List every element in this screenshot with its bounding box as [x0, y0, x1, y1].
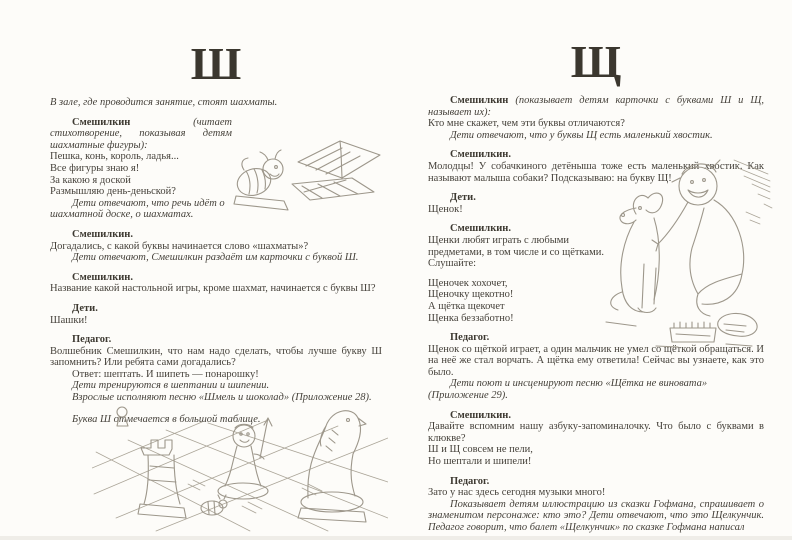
stage-direction-children-answer: Дети отвечают, что у буквы Щ есть маленький хвостик. — [450, 129, 713, 141]
chessboard-pieces-illustration — [92, 396, 388, 532]
dialogue-text: Зато у нас здесь сегодня музыки много! — [428, 487, 606, 499]
stage-direction-closing: Показывает детям иллюстрацию из сказки Гофмана, спрашивает о знаменитом персонаже: кто это? Дети отвечают, что это Щелкунчик. Педагог говорит, что балет «Щелкунчик» по сказке Гофмана написал — [428, 498, 764, 533]
bee-with-chessbook-illustration — [226, 122, 386, 218]
stage-direction-table: Буква Ш отмечается в большой таблице. — [72, 413, 261, 425]
speaker-name: Смешилкин. — [450, 149, 511, 161]
dialogue-text: Кто мне скажет, чем эти буквы отличаются? — [428, 118, 625, 130]
speaker-name: Смешилкин. — [72, 271, 133, 283]
speaker-name: Смешилкин — [72, 116, 131, 128]
speaker-name: Смешилкин. — [450, 409, 511, 421]
right-page — [428, 0, 764, 534]
stage-direction-intro: В зале, где проводится занятие, стоят шахматы. — [50, 97, 278, 108]
stage-note: (показывает детям карточки с буквами Ш и Щ, называет их): — [428, 95, 764, 118]
stage-direction-practice: Дети тренируются в шептании и шипении. — [72, 380, 270, 392]
stage-direction-song: Дети поют и инсценируют песню «Щётка не виновата» (Приложение 29). — [428, 378, 708, 402]
narrow-text-column — [428, 192, 606, 324]
poem-line: За какою я доской — [50, 174, 131, 186]
dialogue-text: Молодцы! У собачкиного детёныша тоже есть маленький хвостик. Как называют малыша собаки? Подсказываю: на букву Щ! — [428, 160, 764, 184]
stage-note: (читает стихотворение, показывая детям шахматные фигуры): — [50, 116, 232, 151]
dialogue-text: Щенки любят играть с любыми предметами, в том числе и со щётками. Слушайте: — [428, 234, 604, 270]
dialogue-text: Догадались, с какой буквы начинается слово «шахматы»? — [50, 240, 309, 252]
stage-direction-cards: Дети отвечают, Смешилкин раздаёт им карточки с буквой Ш. — [72, 252, 359, 264]
dialogue-answer: Ответ: шептать. И шипеть — понарошку! — [72, 368, 259, 380]
speaker-name: Дети. — [72, 302, 98, 314]
left-page-letter-heading: Ш — [190, 38, 242, 89]
poem-line: Все фигуры знаю я! — [50, 162, 140, 174]
poem-line: Размышляю день-деньской? — [50, 186, 176, 198]
dialogue-text: Давайте вспомним нашу азбуку-запоминалочку. Что было с буквами в клюкве? — [428, 421, 764, 444]
poem-line: Пешка, конь, король, ладья... — [50, 151, 179, 163]
speaker-name: Педагог. — [450, 332, 490, 344]
dialogue-smeshilkin-1 — [428, 95, 764, 118]
dialogue-text: Щенок со щёткой играет, а один мальчик не умел со щёткой обращаться. И на неё же стал ворчать. А щётка ему ответила! Сейчас вы узнаете, как это было. — [428, 343, 764, 378]
rhyme-line: Но шептали и шипели! — [428, 456, 532, 468]
speaker-name: Педагог. — [450, 475, 490, 487]
dialogue-text: Шашки! — [50, 314, 88, 326]
speaker-name: Смешилкин. — [72, 228, 133, 240]
poem-line: Щеночек хохочет, — [428, 277, 508, 289]
speaker-name: Смешилкин — [450, 95, 509, 106]
speaker-name: Педагог. — [72, 334, 112, 346]
dialogue-text: Название какой настольной игры, кроме шахмат, начинается с буквы Ш? — [50, 283, 376, 295]
right-page-letter-heading: Щ — [570, 36, 622, 87]
poem-line: Щенка беззаботно! — [428, 312, 514, 324]
stage-direction-children-answer: Дети отвечают, что речь идёт о шахматной доске, о шахматах. — [50, 197, 225, 221]
stage-direction-song: Взрослые исполняют песню «Шмель и шоколад» (Приложение 28). — [72, 392, 372, 404]
poem-line: А щётка щекочет — [428, 300, 505, 312]
left-page — [50, 0, 382, 425]
speaker-name: Дети. — [450, 192, 476, 204]
speaker-name: Смешилкин. — [450, 223, 511, 235]
dialogue-text: Щенок! — [428, 203, 463, 215]
rhyme-line: Ш и Щ совсем не пели, — [428, 444, 533, 456]
boy-with-puppy-illustration — [596, 152, 778, 350]
dialogue-text: Волшебник Смешилкин, что нам надо сделать, чтобы лучше букву Ш запомнить? Или ребята сами догадались? — [50, 345, 382, 369]
poem-line: Щеночку щекотно! — [428, 289, 514, 301]
